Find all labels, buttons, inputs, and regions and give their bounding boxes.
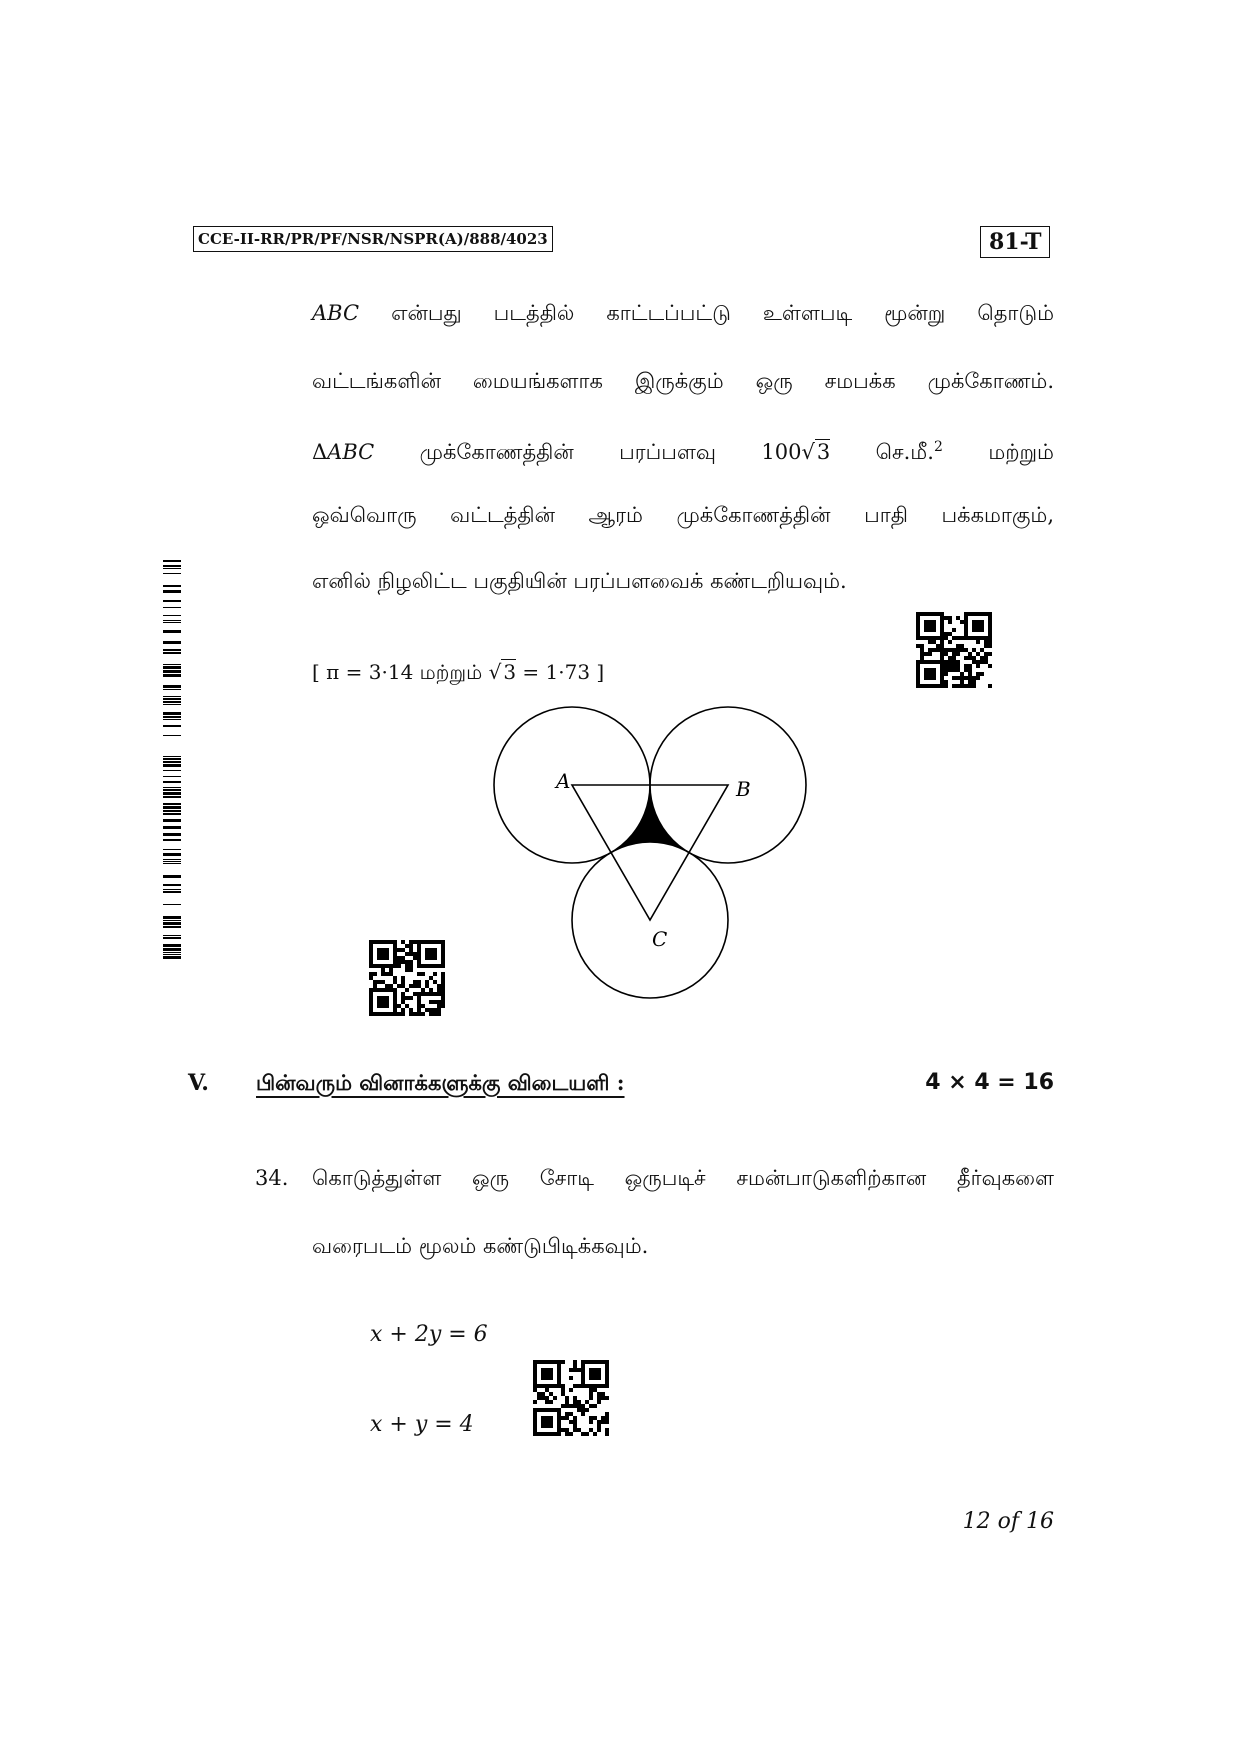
- q34-line-2: வரைபடம் மூலம் கண்டுபிடிக்கவும்.: [312, 1234, 649, 1258]
- q33-triangle-name: ABC: [327, 440, 375, 464]
- q33-constants: [312, 655, 604, 689]
- q34-line-1-text: கொடுத்துள்ள ஒரு சோடி ஒருபடிச் சமன்பாடுகளிற்கான தீர்வுகளை: [312, 1166, 1054, 1190]
- q33-line-3-text-a: முக்கோணத்தின் பரப்பளவு: [419, 440, 716, 464]
- constants-and: மற்றும்: [419, 660, 483, 684]
- vertex-c-label: C: [652, 927, 668, 951]
- q33-line-1-text: என்பது படத்தில் காட்டப்பட்டு உள்ளபடி மூன்று தொடும்: [391, 301, 1054, 325]
- sqrt3-value: = 1·73 ]: [522, 660, 605, 684]
- section-heading: பின்வரும் வினாக்களுக்கு விடையளி :: [256, 1070, 625, 1095]
- qr-code-1: [916, 612, 992, 688]
- section-roman: V.: [188, 1070, 209, 1096]
- q33-line-3-text-b: மற்றும்: [988, 440, 1054, 464]
- qr-code-3: [533, 1360, 609, 1436]
- sqrt3-symbol: √ 3: [488, 660, 517, 684]
- q33-area-radicand: 3: [816, 440, 831, 464]
- q33-line-2: [312, 364, 1054, 398]
- q33-unit-exponent: 2: [933, 439, 943, 455]
- equation-2: x + y = 4: [370, 1412, 474, 1437]
- shaded-region: [572, 785, 728, 920]
- q34-number: 34.: [255, 1166, 289, 1190]
- circles-figure: [490, 700, 820, 1010]
- q33-line-3: [312, 430, 1054, 469]
- q33-line-4: [312, 498, 1054, 532]
- barcode: [163, 560, 181, 964]
- sqrt3-radicand: 3: [503, 660, 517, 684]
- q33-delta: Δ: [312, 440, 328, 464]
- q33-area-sqrt: √3: [801, 440, 831, 464]
- q33-line-5: எனில் நிழலிட்ட பகுதியின் பரப்பளவைக் கண்டறியவும்.: [312, 569, 847, 593]
- vertex-a-label: A: [556, 769, 571, 793]
- subject-code: 81-T: [980, 226, 1050, 258]
- equation-1: x + 2y = 6: [370, 1322, 488, 1347]
- q33-area-number: 100: [761, 440, 802, 464]
- qr-code-2: [369, 940, 445, 1016]
- q33-line-1: [312, 296, 1054, 330]
- pi-value: [ π = 3·14: [312, 660, 414, 684]
- q33-area-value: [761, 440, 830, 464]
- q33-line-2-text: வட்டங்களின் மையங்களாக இருக்கும் ஒரு சமபக்க முக்கோணம்.: [312, 369, 1054, 393]
- page-number: 12 of 16: [962, 1509, 1054, 1534]
- q33-unit: [876, 440, 943, 464]
- q34-line-1: [312, 1161, 1054, 1195]
- q33-unit-text: செ.மீ.: [875, 440, 934, 464]
- q33-abc: ABC: [312, 301, 360, 325]
- section-marks: 4 × 4 = 16: [925, 1070, 1054, 1095]
- q33-line-4-text: ஒவ்வொரு வட்டத்தின் ஆரம் முக்கோணத்தின் பாதி பக்கமாகும்,: [312, 503, 1054, 527]
- vertex-b-label: B: [736, 777, 751, 801]
- paper-code: CCE-II-RR/PR/PF/NSR/NSPR(A)/888/4023: [193, 226, 553, 252]
